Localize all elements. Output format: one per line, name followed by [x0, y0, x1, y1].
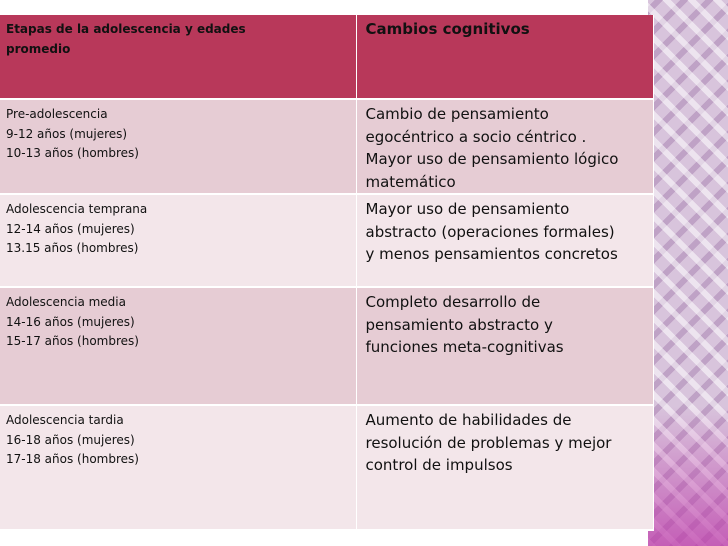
stage-cell — [0, 405, 356, 530]
table-row — [0, 99, 654, 194]
header-stage-line: promedio — [6, 41, 71, 56]
table-header-row — [0, 15, 654, 99]
stage-cell — [0, 287, 356, 405]
changes-line: abstracto (operaciones formales) — [365, 222, 615, 241]
changes-cell — [356, 287, 654, 405]
stage-age-male: 17-18 años (hombres) — [6, 452, 139, 466]
changes-line: Mayor uso de pensamiento lógico — [365, 150, 619, 168]
stage-age-female: 9-12 años (mujeres) — [6, 126, 128, 141]
stage-age-male: 13.15 años (hombres) — [6, 241, 139, 255]
changes-line: control de impulsos — [365, 456, 513, 474]
changes-line: y menos pensamientos concretos — [365, 245, 618, 263]
stage-age-male: 15-17 años (hombres) — [6, 334, 139, 348]
table-row — [0, 287, 654, 405]
changes-line: egocéntrico a socio céntrico . — [365, 127, 587, 146]
changes-line: Cambio de pensamiento — [365, 105, 549, 123]
changes-cell — [356, 405, 654, 530]
changes-line: funciones meta-cognitivas — [365, 338, 564, 356]
stage-age-female: 12-14 años (mujeres) — [6, 221, 135, 236]
stage-name: Adolescencia tardia — [6, 413, 124, 427]
changes-line: Completo desarrollo de — [365, 293, 541, 311]
decorative-glow — [648, 406, 728, 546]
changes-cell — [356, 99, 654, 194]
decorative-background-pattern — [648, 0, 728, 546]
changes-line: Mayor uso de pensamiento — [365, 200, 570, 218]
stage-name: Pre-adolescencia — [6, 107, 108, 121]
stage-cell — [0, 99, 356, 194]
changes-line: Aumento de habilidades de — [365, 411, 572, 429]
changes-cell — [356, 194, 654, 287]
changes-line: resolución de problemas y mejor — [365, 433, 612, 452]
header-stage-cell — [0, 15, 356, 99]
adolescence-stages-table — [0, 15, 654, 531]
stage-cell — [0, 194, 356, 287]
table-row — [0, 405, 654, 530]
changes-line: pensamiento abstracto y — [365, 315, 553, 334]
header-changes-cell — [356, 15, 654, 99]
changes-line: matemático — [365, 172, 456, 191]
table-row — [0, 194, 654, 287]
stage-age-female: 16-18 años (mujeres) — [6, 432, 135, 447]
header-stage-line: Etapas de la adolescencia y edades — [6, 22, 246, 36]
stage-age-male: 10-13 años (hombres) — [6, 146, 139, 160]
stage-name: Adolescencia media — [6, 295, 126, 309]
header-changes-label: Cambios cognitivos — [365, 20, 530, 38]
stage-age-female: 14-16 años (mujeres) — [6, 314, 135, 329]
stage-name: Adolescencia temprana — [6, 202, 148, 216]
